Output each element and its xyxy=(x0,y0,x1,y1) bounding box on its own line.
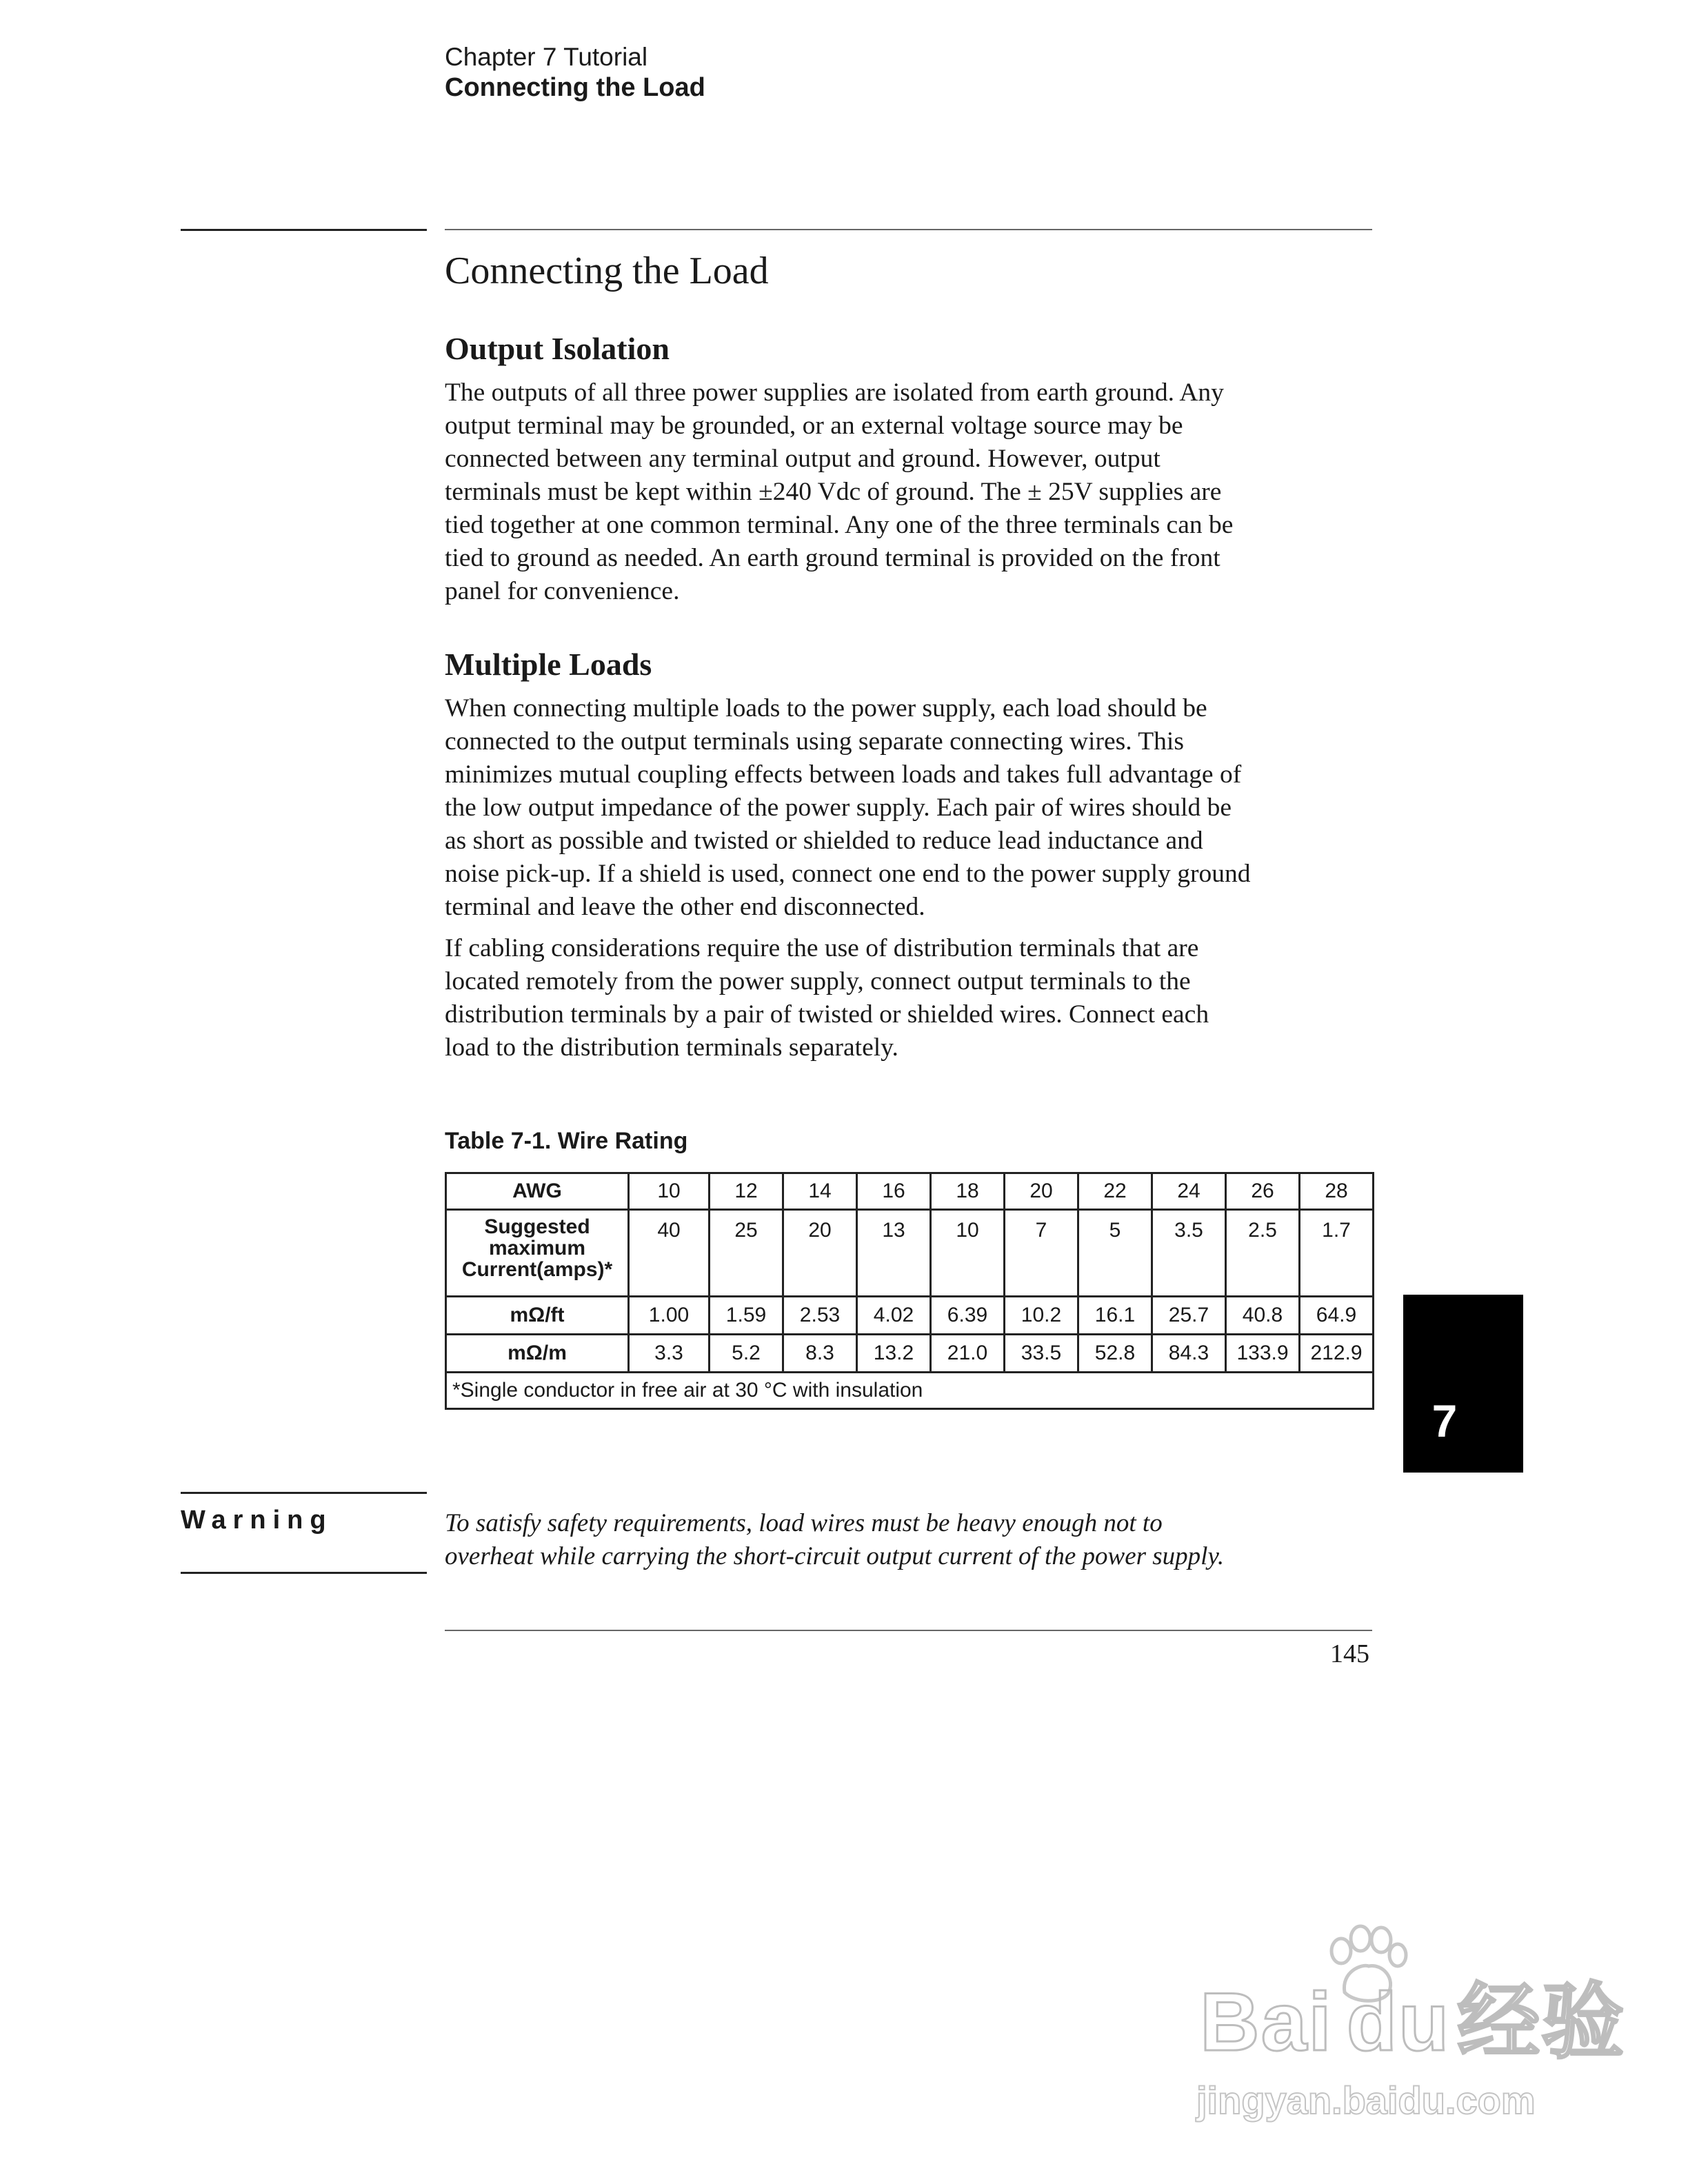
table-cell: 8.3 xyxy=(783,1335,857,1373)
table-cell: 212.9 xyxy=(1300,1335,1374,1373)
paragraph-line: output terminal may be grounded, or an external voltage source may be xyxy=(445,412,1183,440)
paragraph-line: as short as possible and twisted or shielded to reduce lead inductance and xyxy=(445,827,1203,855)
table-cell: 28 xyxy=(1300,1173,1374,1210)
table-cell: 3.5 xyxy=(1152,1210,1226,1297)
table-cell: 1.00 xyxy=(629,1297,710,1335)
table-row-awg xyxy=(446,1173,1374,1210)
paragraph-line: minimizes mutual coupling effects between loads and takes full advantage of xyxy=(445,760,1242,789)
table-cell: 16 xyxy=(857,1173,931,1210)
table-cell: 33.5 xyxy=(1005,1335,1078,1373)
table-cell: 22 xyxy=(1078,1173,1152,1210)
table-cell: 84.3 xyxy=(1152,1335,1226,1373)
table-cell: 133.9 xyxy=(1226,1335,1300,1373)
wire-rating-table xyxy=(445,1172,1374,1410)
section-rule-left xyxy=(181,229,427,231)
output-isolation-heading: Output Isolation xyxy=(445,331,670,366)
paragraph-line: the low output impedance of the power supply. Each pair of wires should be xyxy=(445,793,1232,822)
table-cell: 52.8 xyxy=(1078,1335,1152,1373)
warning-rule-top xyxy=(181,1492,427,1494)
table-cell: 14 xyxy=(783,1173,857,1210)
row-header-awg: AWG xyxy=(446,1173,629,1210)
paragraph-line: tied together at one common terminal. Any one of the three terminals can be xyxy=(445,511,1234,539)
table-cell: 64.9 xyxy=(1300,1297,1374,1335)
paragraph-line: distribution terminals by a pair of twisted or shielded wires. Connect each xyxy=(445,1000,1209,1029)
table-cell: 24 xyxy=(1152,1173,1226,1210)
warning-rule-bottom xyxy=(181,1572,427,1574)
footer-rule xyxy=(445,1630,1372,1631)
paragraph-line: located remotely from the power supply, connect output terminals to the xyxy=(445,967,1191,995)
table-cell: 13 xyxy=(857,1210,931,1297)
table-cell: 10.2 xyxy=(1005,1297,1078,1335)
table-caption: Table 7-1. Wire Rating xyxy=(445,1128,688,1154)
warning-line: overheat while carrying the short-circuit output current of the power supply. xyxy=(445,1542,1225,1570)
table-cell: 16.1 xyxy=(1078,1297,1152,1335)
paragraph-line: tied to ground as needed. An earth ground terminal is provided on the front xyxy=(445,544,1220,572)
table-row-current xyxy=(446,1210,1374,1297)
table-cell: 7 xyxy=(1005,1210,1078,1297)
warning-label: Warning xyxy=(181,1506,333,1535)
chapter-tab-number: 7 xyxy=(1431,1395,1458,1446)
warning-line: To satisfy safety requirements, load wires must be heavy enough not to xyxy=(445,1509,1163,1537)
table-cell: 18 xyxy=(931,1173,1005,1210)
table-cell: 10 xyxy=(629,1173,710,1210)
table-cell: 3.3 xyxy=(629,1335,710,1373)
table-cell: 2.53 xyxy=(783,1297,857,1335)
paragraph-line: When connecting multiple loads to the power supply, each load should be xyxy=(445,694,1207,722)
table-cell: 21.0 xyxy=(931,1335,1005,1373)
watermark-brand xyxy=(1200,1977,1625,2067)
table-cell: 1.7 xyxy=(1300,1210,1374,1297)
multiple-loads-heading: Multiple Loads xyxy=(445,647,652,682)
row-header-mohm-m: mΩ/m xyxy=(446,1335,629,1373)
row-header-current xyxy=(446,1210,629,1297)
watermark-url: jingyan.baidu.com xyxy=(1196,2079,1536,2122)
multiple-loads-paragraph-2 xyxy=(445,932,1372,1064)
table-cell: 26 xyxy=(1226,1173,1300,1210)
table-cell: 25.7 xyxy=(1152,1297,1226,1335)
paragraph-line: terminals must be kept within ±240 Vdc of ground. The ± 25V supplies are xyxy=(445,478,1222,506)
table-cell: 20 xyxy=(783,1210,857,1297)
paragraph-line: terminal and leave the other end disconnected. xyxy=(445,893,925,921)
paragraph-line: noise pick-up. If a shield is used, connect one end to the power supply ground xyxy=(445,860,1251,888)
table-row-footnote xyxy=(446,1373,1374,1409)
table-cell: 25 xyxy=(710,1210,783,1297)
multiple-loads-paragraph-1 xyxy=(445,692,1372,924)
table-cell: 20 xyxy=(1005,1173,1078,1210)
warning-text xyxy=(445,1507,1372,1573)
paragraph-line: load to the distribution terminals separately. xyxy=(445,1033,898,1062)
watermark-brand-du: du xyxy=(1346,1976,1451,2068)
paragraph-line: panel for convenience. xyxy=(445,577,680,605)
table-row-mohm-m xyxy=(446,1335,1374,1373)
section-rule-right xyxy=(445,229,1372,230)
table-cell: 6.39 xyxy=(931,1297,1005,1335)
running-header-section: Connecting the Load xyxy=(445,73,705,102)
table-cell: 12 xyxy=(710,1173,783,1210)
watermark-brand-bai: Bai xyxy=(1200,1976,1333,2068)
table-cell: 10 xyxy=(931,1210,1005,1297)
table-cell: 5 xyxy=(1078,1210,1152,1297)
table-cell: 5.2 xyxy=(710,1335,783,1373)
table-cell: 40 xyxy=(629,1210,710,1297)
table-cell: 40.8 xyxy=(1226,1297,1300,1335)
table-cell: 13.2 xyxy=(857,1335,931,1373)
section-title: Connecting the Load xyxy=(445,250,769,292)
paragraph-line: connected to the output terminals using separate connecting wires. This xyxy=(445,727,1184,756)
table-footnote: *Single conductor in free air at 30 °C with insulation xyxy=(446,1373,1374,1409)
paragraph-line: The outputs of all three power supplies are isolated from earth ground. Any xyxy=(445,378,1224,407)
page-number: 145 xyxy=(1330,1639,1369,1668)
running-header-chapter: Chapter 7 Tutorial xyxy=(445,43,648,71)
row-header-line: maximum xyxy=(488,1237,586,1260)
table-row-mohm-ft xyxy=(446,1297,1374,1335)
table-cell: 2.5 xyxy=(1226,1210,1300,1297)
watermark-brand-cn: 经验 xyxy=(1457,1976,1626,2068)
paragraph-line: connected between any terminal output and ground. However, output xyxy=(445,445,1160,473)
table-cell: 1.59 xyxy=(710,1297,783,1335)
table-cell: 4.02 xyxy=(857,1297,931,1335)
row-header-line: Current(amps)* xyxy=(461,1258,613,1281)
row-header-line: Suggested xyxy=(484,1215,590,1238)
output-isolation-paragraph xyxy=(445,376,1372,608)
paragraph-line: If cabling considerations require the use of distribution terminals that are xyxy=(445,934,1199,962)
row-header-mohm-ft: mΩ/ft xyxy=(446,1297,629,1335)
